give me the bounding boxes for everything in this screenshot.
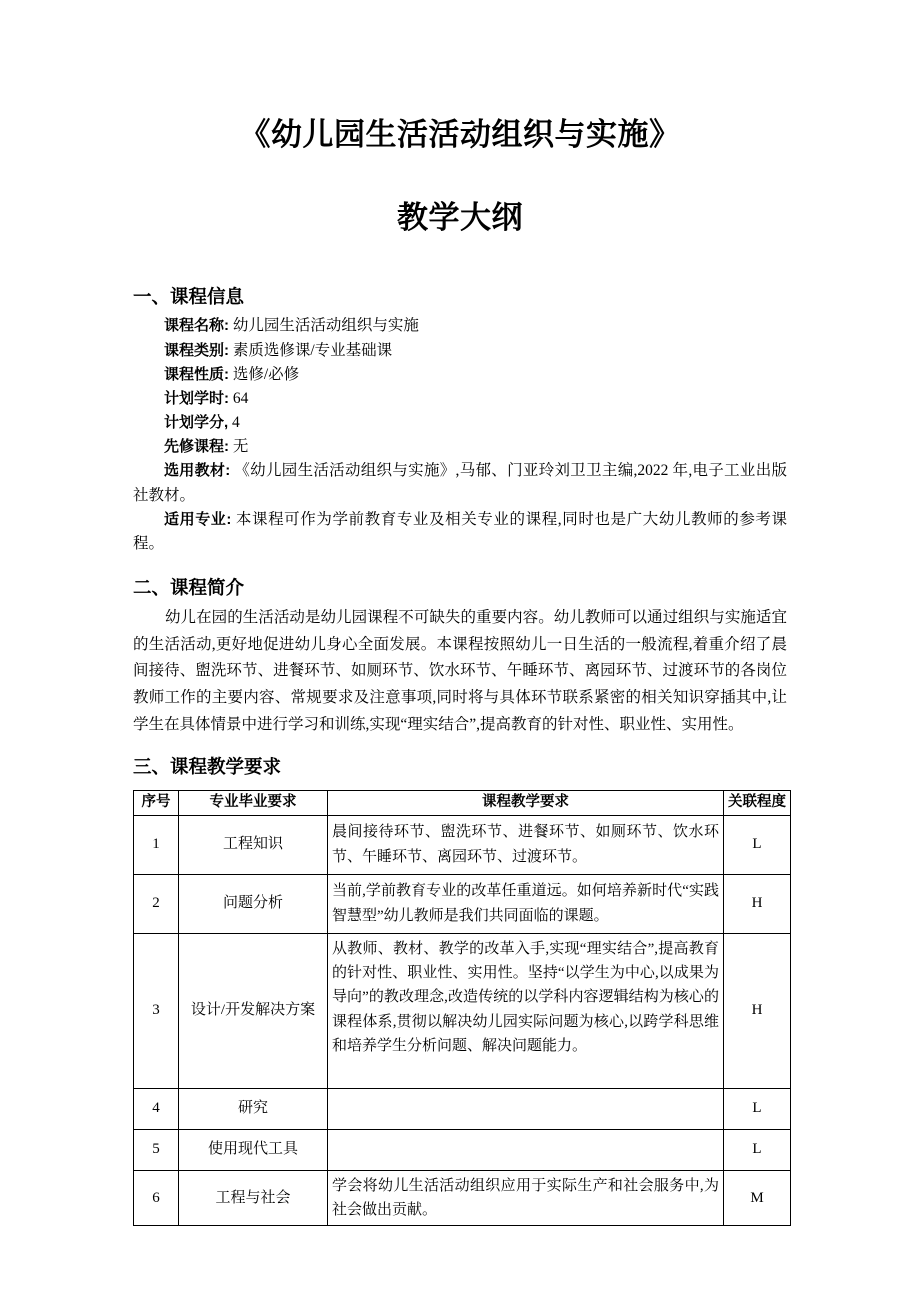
cell-description: 学会将幼儿生活活动组织应用于实际生产和社会服务中,为社会做出贡献。 bbox=[328, 1170, 724, 1226]
cell-no: 6 bbox=[134, 1170, 179, 1226]
info-label: 计划学时: bbox=[164, 389, 229, 407]
table-header-no: 序号 bbox=[134, 791, 179, 816]
section-heading-course-info: 一、课程信息 bbox=[133, 285, 245, 307]
cell-requirement: 设计/开发解决方案 bbox=[179, 933, 328, 1088]
cell-requirement: 研究 bbox=[179, 1088, 328, 1129]
cell-requirement: 工程与社会 bbox=[179, 1170, 328, 1226]
cell-description: 当前,学前教育专业的改革任重道远。如何培养新时代“实践智慧型”幼儿教师是我们共同面临的课题。 bbox=[328, 874, 724, 933]
info-value: 4 bbox=[232, 414, 240, 432]
table-row bbox=[134, 1088, 791, 1129]
cell-requirement: 工程知识 bbox=[179, 815, 328, 874]
cell-requirement: 使用现代工具 bbox=[179, 1129, 328, 1170]
info-value: 选修/必修 bbox=[232, 365, 300, 383]
cell-no: 1 bbox=[134, 815, 179, 874]
info-value: 素质选修课/专业基础课 bbox=[232, 341, 393, 359]
section-heading-teaching-requirements: 三、课程教学要求 bbox=[133, 756, 282, 778]
cell-description bbox=[328, 1129, 724, 1170]
info-row-textbook bbox=[133, 459, 787, 507]
table-header-description: 课程教学要求 bbox=[328, 791, 724, 816]
cell-description bbox=[328, 1088, 724, 1129]
info-label: 课程类别: bbox=[164, 341, 229, 359]
table-header-row bbox=[134, 791, 791, 816]
cell-level: L bbox=[724, 815, 791, 874]
section-heading-course-intro: 二、课程简介 bbox=[133, 577, 245, 599]
table-header-requirement: 专业毕业要求 bbox=[179, 791, 328, 816]
cell-no: 5 bbox=[134, 1129, 179, 1170]
info-row-applicable-major bbox=[133, 508, 787, 556]
cell-level: H bbox=[724, 874, 791, 933]
info-label: 适用专业: bbox=[164, 510, 232, 528]
table-row bbox=[134, 933, 791, 1088]
info-row-prerequisite bbox=[133, 435, 787, 459]
course-intro-paragraph: 幼儿在园的生活活动是幼儿园课程不可缺失的重要内容。幼儿教师可以通过组织与实施适宜的生活活动,更好地促进幼儿身心全面发展。本课程按照幼儿一日生活的一般流程,着重介绍了晨间接待、盥洗环节、进餐环节、如厕环节、饮水环节、午睡环节、离园环节、过渡环节的各岗位教师工作的主要内容、常规要求及注意事项,同时将与具体环节联系紧密的相关知识穿插其中,让学生在具体情景中进行学习和训练,实现“理实结合”,提高教育的针对性、职业性、实用性。 bbox=[133, 609, 787, 733]
table-header-level: 关联程度 bbox=[724, 791, 791, 816]
document-subtitle: 教学大纲 bbox=[397, 199, 523, 235]
info-row-course-name bbox=[133, 314, 787, 338]
info-value: 无 bbox=[232, 438, 249, 456]
info-row-planned-hours bbox=[133, 387, 787, 411]
info-row-course-category bbox=[133, 339, 787, 363]
info-row-course-nature bbox=[133, 363, 787, 387]
info-value: 幼儿园生活活动组织与实施 bbox=[232, 317, 419, 335]
document-title: 《幼儿园生活活动组织与实施》 bbox=[239, 117, 681, 152]
cell-description: 晨间接待环节、盥洗环节、进餐环节、如厕环节、饮水环节、午睡环节、离园环节、过渡环节。 bbox=[328, 815, 724, 874]
info-label: 选用教材: bbox=[164, 462, 231, 480]
cell-level: L bbox=[724, 1129, 791, 1170]
cell-no: 3 bbox=[134, 933, 179, 1088]
info-value: 《幼儿园生活活动组织与实施》,马郁、门亚玲刘卫卫主编,2022 年,电子工业出版社教材。 bbox=[133, 462, 787, 504]
table-row bbox=[134, 815, 791, 874]
table-row bbox=[134, 874, 791, 933]
table-row bbox=[134, 1129, 791, 1170]
info-row-planned-credits bbox=[133, 411, 787, 435]
info-label: 先修课程: bbox=[164, 438, 229, 456]
table-row bbox=[134, 1170, 791, 1226]
cell-level: L bbox=[724, 1088, 791, 1129]
cell-no: 4 bbox=[134, 1088, 179, 1129]
info-label: 课程名称: bbox=[164, 317, 229, 335]
info-label: 计划学分, bbox=[164, 414, 229, 432]
teaching-requirements-table bbox=[133, 790, 791, 1226]
cell-requirement: 问题分析 bbox=[179, 874, 328, 933]
info-value: 本课程可作为学前教育专业及相关专业的课程,同时也是广大幼儿教师的参考课程。 bbox=[133, 510, 788, 552]
cell-no: 2 bbox=[134, 874, 179, 933]
info-value: 64 bbox=[232, 389, 249, 407]
cell-description: 从教师、教材、教学的改革入手,实现“理实结合”,提高教育的针对性、职业性、实用性。坚持“以学生为中心,以成果为导向”的教改理念,改造传统的以学科内容逻辑结构为核心的课程体系,贯彻以解决幼儿园实际问题为核心,以跨学科思维和培养学生分析问题、解决问题能力。 bbox=[328, 933, 724, 1088]
course-info-list bbox=[133, 309, 787, 556]
info-label: 课程性质: bbox=[164, 365, 229, 383]
cell-level: H bbox=[724, 933, 791, 1088]
cell-level: M bbox=[724, 1170, 791, 1226]
